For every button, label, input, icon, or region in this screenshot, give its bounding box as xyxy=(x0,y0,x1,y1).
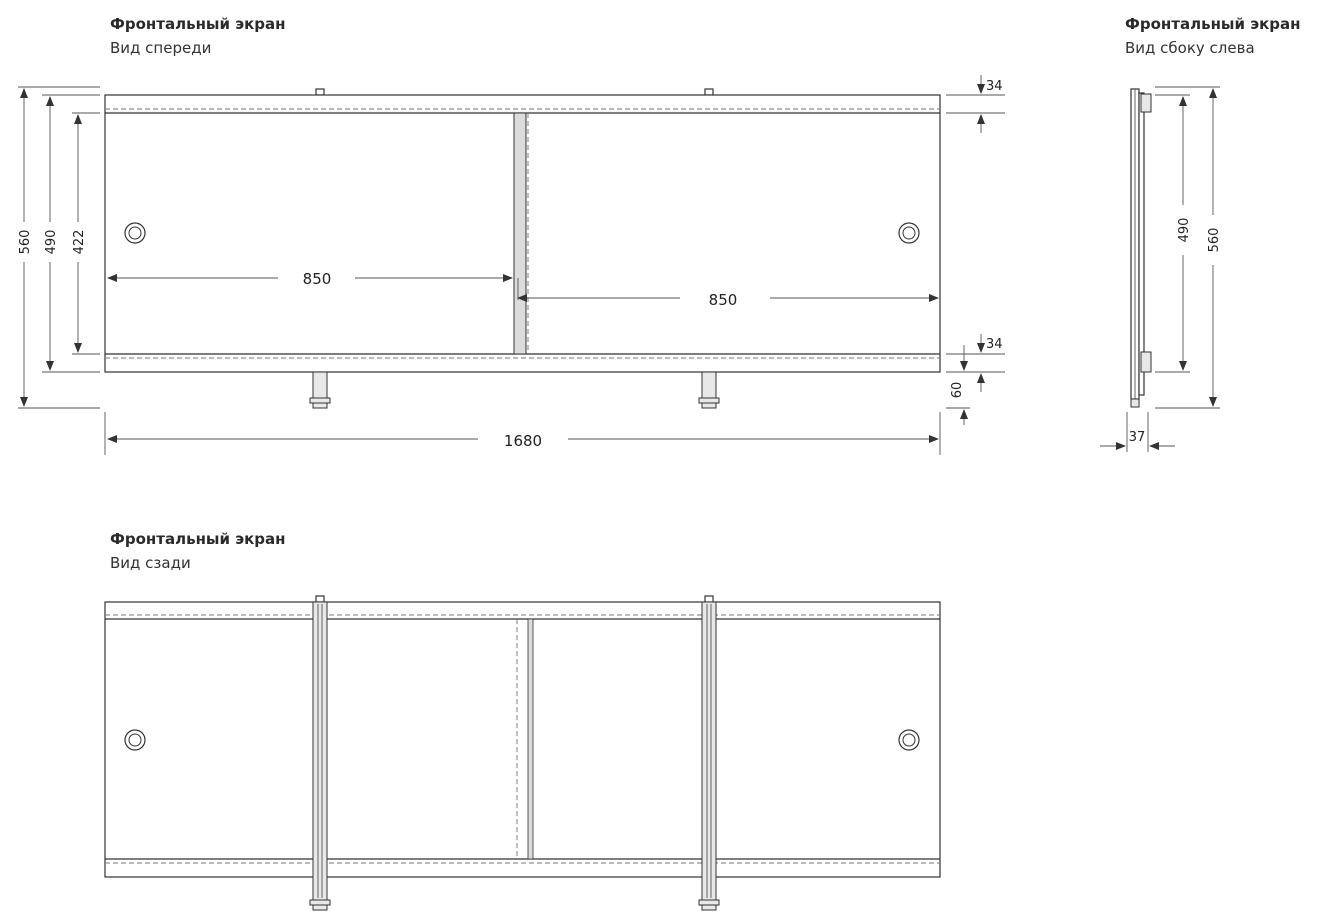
dim-overall-height: 560 xyxy=(18,229,33,255)
front-view-title: Фронтальный экран xyxy=(110,15,286,33)
top-adjuster-right xyxy=(705,89,713,95)
dim-depth: 37 xyxy=(1128,430,1146,445)
dim-right-panel-width: 850 xyxy=(708,291,738,309)
dim-bottom-rail: 34 xyxy=(986,337,1003,352)
dim-panel-height: 490 xyxy=(44,229,59,255)
handle-right xyxy=(899,223,919,243)
leg-right xyxy=(699,372,719,408)
dim-left-panel-width: 850 xyxy=(302,270,332,288)
back-view xyxy=(105,596,940,910)
back-frame xyxy=(105,602,940,877)
dim-top-rail: 34 xyxy=(986,79,1003,94)
leg-left xyxy=(310,372,330,408)
back-view-subtitle: Вид сзади xyxy=(110,554,191,572)
back-handle-right xyxy=(899,730,919,750)
back-support-right xyxy=(699,596,719,910)
dim-total-width: 1680 xyxy=(503,432,543,450)
side-top-clip xyxy=(1141,94,1151,112)
side-view xyxy=(1100,87,1222,452)
side-view-title: Фронтальный экран xyxy=(1125,15,1301,33)
dim-side-total-height: 560 xyxy=(1207,227,1222,253)
handle-left xyxy=(125,223,145,243)
dim-opening-height: 422 xyxy=(72,229,87,255)
dim-side-inner-height: 490 xyxy=(1177,217,1192,243)
dim-leg-height: 60 xyxy=(950,381,965,399)
side-bottom-clip xyxy=(1141,352,1151,372)
top-adjuster-left xyxy=(316,89,324,95)
side-view-subtitle: Вид сбоку слева xyxy=(1125,39,1255,57)
back-support-left xyxy=(310,596,330,910)
panel-overlap xyxy=(514,113,526,354)
back-handle-left xyxy=(125,730,145,750)
back-view-title: Фронтальный экран xyxy=(110,530,286,548)
front-view-subtitle: Вид спереди xyxy=(110,39,212,57)
front-view xyxy=(18,75,1005,455)
